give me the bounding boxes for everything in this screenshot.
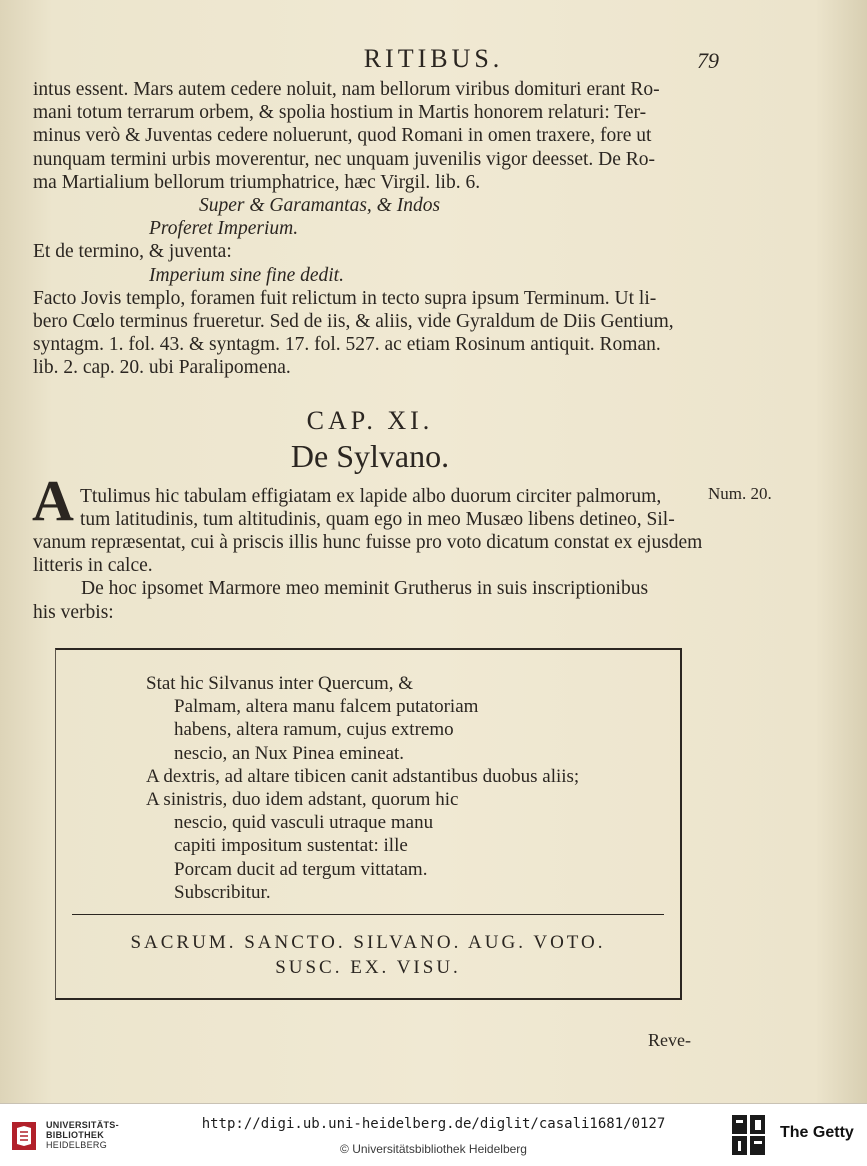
text-line: vanum repræsentat, cui à priscis illis hunc fuisse pro voto dicatum constat ex ejusdem [33, 532, 703, 553]
library-name: UNIVERSITÄTS- BIBLIOTHEK HEIDELBERG [46, 1120, 119, 1150]
inscription-line: Subscribitur. [174, 881, 271, 903]
text-line: bero Cœlo terminus frueretur. Sed de iis, & aliis, vide Gyraldum de Diis Gentium, [33, 310, 674, 332]
text-line: syntagm. 1. fol. 43. & syntagm. 17. fol. 527. ac etiam Rosinum antiquit. Roman. [33, 334, 661, 356]
footer-bar [0, 1103, 867, 1166]
catchword: Reve- [648, 1030, 691, 1050]
verse-line: Proferet Imperium. [149, 218, 299, 240]
dedication-line: SUSC. EX. VISU. [275, 957, 461, 978]
verse-line: Imperium sine fine dedit. [149, 264, 344, 286]
text-block-chapter-a [80, 485, 700, 531]
text-block-chapter-b [33, 531, 733, 624]
inscription-line: habens, altera ramum, cujus extremo [174, 719, 454, 741]
inscription-line: capiti impositum sustentat: ille [174, 835, 408, 857]
text-line: tum latitudinis, tum altitudinis, quam ego in meo Musæo libens detineo, Sil- [80, 509, 675, 531]
inscription-description [146, 672, 579, 904]
inscription-line: nescio, quid vasculi utraque manu [174, 812, 434, 834]
text-line: minus verò & Juventas cedere noluerunt, quod Romani in omen traxere, fore ut [33, 125, 652, 147]
drop-cap: A [32, 468, 74, 533]
text-line: nunquam termini urbis moverentur, nec unquam juvenilis vigor deesset. De Ro- [33, 148, 656, 170]
inscription-line: A dextris, ad altare tibicen canit adstantibus duobus aliis; [146, 765, 580, 787]
inscription-box [55, 648, 682, 1000]
text-line: Facto Jovis templo, foramen fuit relictum in tecto supra ipsum Terminum. Ut li- [33, 287, 657, 309]
inscription-line: A sinistris, duo idem adstant, quorum hic [146, 788, 459, 810]
inscription-line: Porcam ducit ad tergum vittatam. [174, 858, 428, 880]
permalink-url[interactable]: http://digi.ub.uni-heidelberg.de/diglit/casali1681/0127 [201, 1116, 666, 1132]
text-line: Ttulimus hic tabulam effigiatam ex lapide albo duorum circiter palmorum, [80, 486, 662, 507]
getty-logo-icon[interactable] [731, 1114, 767, 1156]
text-line: intus essent. Mars autem cedere noluit, nam bellorum viribus domituri erant Ro- [33, 79, 660, 100]
dedication-text [56, 930, 680, 980]
verse-line: Super & Garamantas, & Indos [199, 194, 441, 216]
text-line: ma Martialium bellorum triumphatrice, hæc Virgil. lib. 6. [33, 171, 481, 193]
getty-label: The Getty [780, 1124, 854, 1141]
text-block-top [33, 78, 733, 379]
chapter-title: De Sylvano. [290, 438, 450, 474]
margin-note: Num. 20. [708, 484, 772, 503]
text-line: his verbis: [33, 601, 114, 623]
chapter-number: CAP. XI. [306, 406, 434, 435]
dedication-line: SACRUM. SANCTO. SILVANO. AUG. VOTO. [130, 932, 606, 953]
running-head: RITIBUS. [363, 44, 504, 73]
inscription-line: Palmam, altera manu falcem putatoriam [174, 696, 479, 718]
text-line: De hoc ipsomet Marmore meo meminit Grutherus in suis inscriptionibus [81, 578, 649, 600]
inscription-line: Stat hic Silvanus inter Quercum, & [146, 673, 414, 694]
inscription-divider [72, 914, 664, 915]
inscription-line: nescio, an Nux Pinea emineat. [174, 742, 405, 764]
page-number: 79 [697, 48, 719, 73]
text-line: Et de termino, & juventa: [33, 241, 232, 263]
copyright-notice: © Universitätsbibliothek Heidelberg [340, 1142, 527, 1156]
text-line: lib. 2. cap. 20. ubi Paralipomena. [33, 357, 291, 379]
text-line: litteris in calce. [33, 555, 153, 577]
text-line: mani totum terrarum orbem, & spolia hostium in Martis honorem relaturi: Ter- [33, 102, 647, 124]
